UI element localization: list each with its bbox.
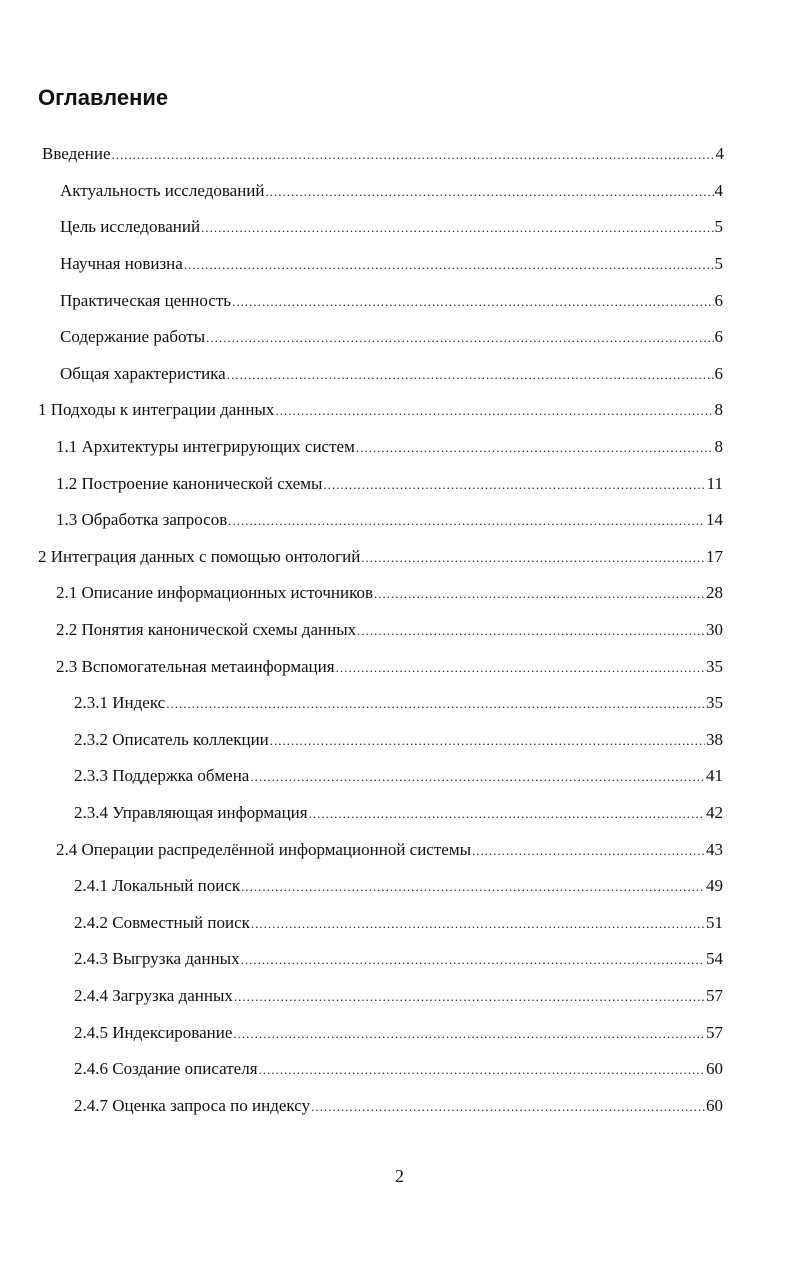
- toc-leader-dots: [259, 1062, 705, 1078]
- toc-entry-2-3-4[interactable]: [0, 795, 723, 832]
- toc-leader-dots: [201, 220, 713, 236]
- toc-entry-2-4-3[interactable]: [0, 941, 723, 978]
- toc-list: [0, 136, 799, 1124]
- toc-entry-page: 28: [706, 583, 723, 603]
- toc-leader-dots: [241, 952, 705, 968]
- toc-leader-dots: [311, 1099, 705, 1115]
- toc-entry-page: 8: [714, 400, 723, 420]
- toc-entry-2-4-6[interactable]: [0, 1051, 723, 1088]
- toc-leader-dots: [270, 733, 705, 749]
- toc-entry-page: 6: [714, 327, 723, 347]
- toc-entry-title: 2.3.3 Поддержка обмена: [74, 766, 250, 786]
- toc-entry-title: 1.3 Обработка запросов: [56, 510, 228, 530]
- toc-entry-title: 2.4.5 Индексирование: [74, 1022, 233, 1042]
- toc-entry-title: 2.4.3 Выгрузка данных: [74, 949, 240, 969]
- toc-entry-title: Актуальность исследований: [60, 180, 265, 200]
- toc-entry-title: 2.4.7 Оценка запроса по индексу: [74, 1095, 311, 1115]
- toc-entry-title: 2.4.6 Создание описателя: [74, 1059, 258, 1079]
- toc-entry-goal[interactable]: [0, 209, 723, 246]
- toc-entry-2-4-2[interactable]: [0, 904, 723, 941]
- toc-leader-dots: [266, 184, 714, 200]
- toc-entry-2-3-3[interactable]: [0, 758, 723, 795]
- toc-entry-title: Введение: [42, 144, 111, 164]
- toc-leader-dots: [206, 330, 713, 346]
- toc-leader-dots: [112, 147, 715, 163]
- toc-entry-2-4-4[interactable]: [0, 978, 723, 1015]
- toc-entry-2-3[interactable]: [0, 648, 723, 685]
- toc-entry-contents[interactable]: [0, 319, 723, 356]
- toc-entry-1-3[interactable]: [0, 502, 723, 539]
- toc-leader-dots: [251, 916, 705, 932]
- toc-entry-page: 41: [706, 766, 723, 786]
- toc-leader-dots: [250, 769, 705, 785]
- toc-entry-2-2[interactable]: [0, 612, 723, 649]
- toc-entry-title: 2.3.1 Индекс: [74, 693, 166, 713]
- toc-entry-2-1[interactable]: [0, 575, 723, 612]
- toc-leader-dots: [336, 660, 705, 676]
- toc-entry-novelty[interactable]: [0, 246, 723, 283]
- toc-entry-page: 60: [706, 1095, 723, 1115]
- toc-leader-dots: [361, 550, 705, 566]
- toc-entry-2-4[interactable]: [0, 831, 723, 868]
- toc-entry-1-1[interactable]: [0, 429, 723, 466]
- toc-entry-1-2[interactable]: [0, 465, 723, 502]
- toc-entry-page: 14: [706, 510, 723, 530]
- toc-entry-title: 2.4.1 Локальный поиск: [74, 876, 241, 896]
- toc-entry-practical-value[interactable]: [0, 282, 723, 319]
- toc-entry-2-3-1[interactable]: [0, 685, 723, 722]
- toc-entry-title: Содержание работы: [60, 327, 206, 347]
- toc-entry-page: 5: [714, 217, 723, 237]
- toc-entry-title: Научная новизна: [60, 254, 183, 274]
- toc-entry-page: 43: [706, 839, 723, 859]
- toc-leader-dots: [356, 440, 714, 456]
- toc-entry-page: 42: [706, 802, 723, 822]
- toc-leader-dots: [275, 403, 713, 419]
- toc-leader-dots: [232, 294, 713, 310]
- toc-heading: Оглавление: [38, 85, 169, 110]
- toc-entry-introduction[interactable]: [0, 136, 724, 173]
- toc-leader-dots: [241, 879, 705, 895]
- toc-entry-page: 4: [714, 180, 723, 200]
- toc-entry-title: Цель исследований: [60, 217, 201, 237]
- toc-leader-dots: [227, 367, 714, 383]
- toc-leader-dots: [234, 989, 705, 1005]
- toc-entry-page: 30: [706, 620, 723, 640]
- toc-leader-dots: [357, 623, 705, 639]
- toc-entry-page: 38: [706, 729, 723, 749]
- toc-entry-page: 57: [706, 1022, 723, 1042]
- toc-entry-2-4-5[interactable]: [0, 1014, 723, 1051]
- toc-entry-page: 6: [714, 290, 723, 310]
- toc-entry-title: 2.4.4 Загрузка данных: [74, 985, 233, 1005]
- toc-entry-title: Практическая ценность: [60, 290, 232, 310]
- toc-entry-page: 6: [714, 363, 723, 383]
- toc-leader-dots: [228, 513, 705, 529]
- toc-entry-title: 2.3.2 Описатель коллекции: [74, 729, 269, 749]
- toc-entry-title: 2.3.4 Управляющая информация: [74, 802, 308, 822]
- toc-entry-page: 5: [714, 254, 723, 274]
- toc-leader-dots: [166, 696, 705, 712]
- toc-entry-chapter-1[interactable]: [0, 392, 723, 429]
- toc-entry-title: 2.4.2 Совместный поиск: [74, 912, 250, 932]
- toc-entry-page: 11: [706, 473, 723, 493]
- toc-entry-2-4-7[interactable]: [0, 1087, 723, 1124]
- toc-entry-page: 54: [706, 949, 723, 969]
- toc-entry-page: 4: [715, 144, 724, 164]
- toc-entry-title: 2.2 Понятия канонической схемы данных: [56, 620, 357, 640]
- toc-entry-general[interactable]: [0, 356, 723, 393]
- page-number: 2: [395, 1166, 404, 1186]
- toc-entry-chapter-2[interactable]: [0, 539, 723, 576]
- toc-leader-dots: [374, 586, 705, 602]
- toc-entry-title: 2.4 Операции распределённой информационной системы: [56, 839, 472, 859]
- toc-leader-dots: [323, 477, 705, 493]
- toc-entry-page: 49: [706, 876, 723, 896]
- toc-entry-page: 35: [706, 693, 723, 713]
- toc-entry-2-4-1[interactable]: [0, 868, 723, 905]
- toc-leader-dots: [233, 1026, 705, 1042]
- toc-entry-title: 2 Интеграция данных с помощью онтологий: [38, 546, 361, 566]
- toc-entry-page: 35: [706, 656, 723, 676]
- toc-entry-page: 60: [706, 1059, 723, 1079]
- toc-entry-title: 1 Подходы к интеграции данных: [38, 400, 275, 420]
- toc-entry-title: Общая характеристика: [60, 363, 226, 383]
- toc-leader-dots: [472, 843, 705, 859]
- toc-entry-page: 17: [706, 546, 723, 566]
- toc-entry-page: 51: [706, 912, 723, 932]
- toc-entry-page: 57: [706, 985, 723, 1005]
- toc-entry-title: 1.1 Архитектуры интегрирующих систем: [56, 437, 355, 457]
- toc-entry-title: 1.2 Построение канонической схемы: [56, 473, 323, 493]
- toc-entry-title: 2.1 Описание информационных источников: [56, 583, 374, 603]
- toc-entry-title: 2.3 Вспомогательная метаинформация: [56, 656, 335, 676]
- toc-leader-dots: [309, 806, 705, 822]
- toc-entry-page: 8: [714, 437, 723, 457]
- toc-entry-relevance[interactable]: [0, 173, 723, 210]
- toc-entry-2-3-2[interactable]: [0, 722, 723, 759]
- toc-leader-dots: [184, 257, 714, 273]
